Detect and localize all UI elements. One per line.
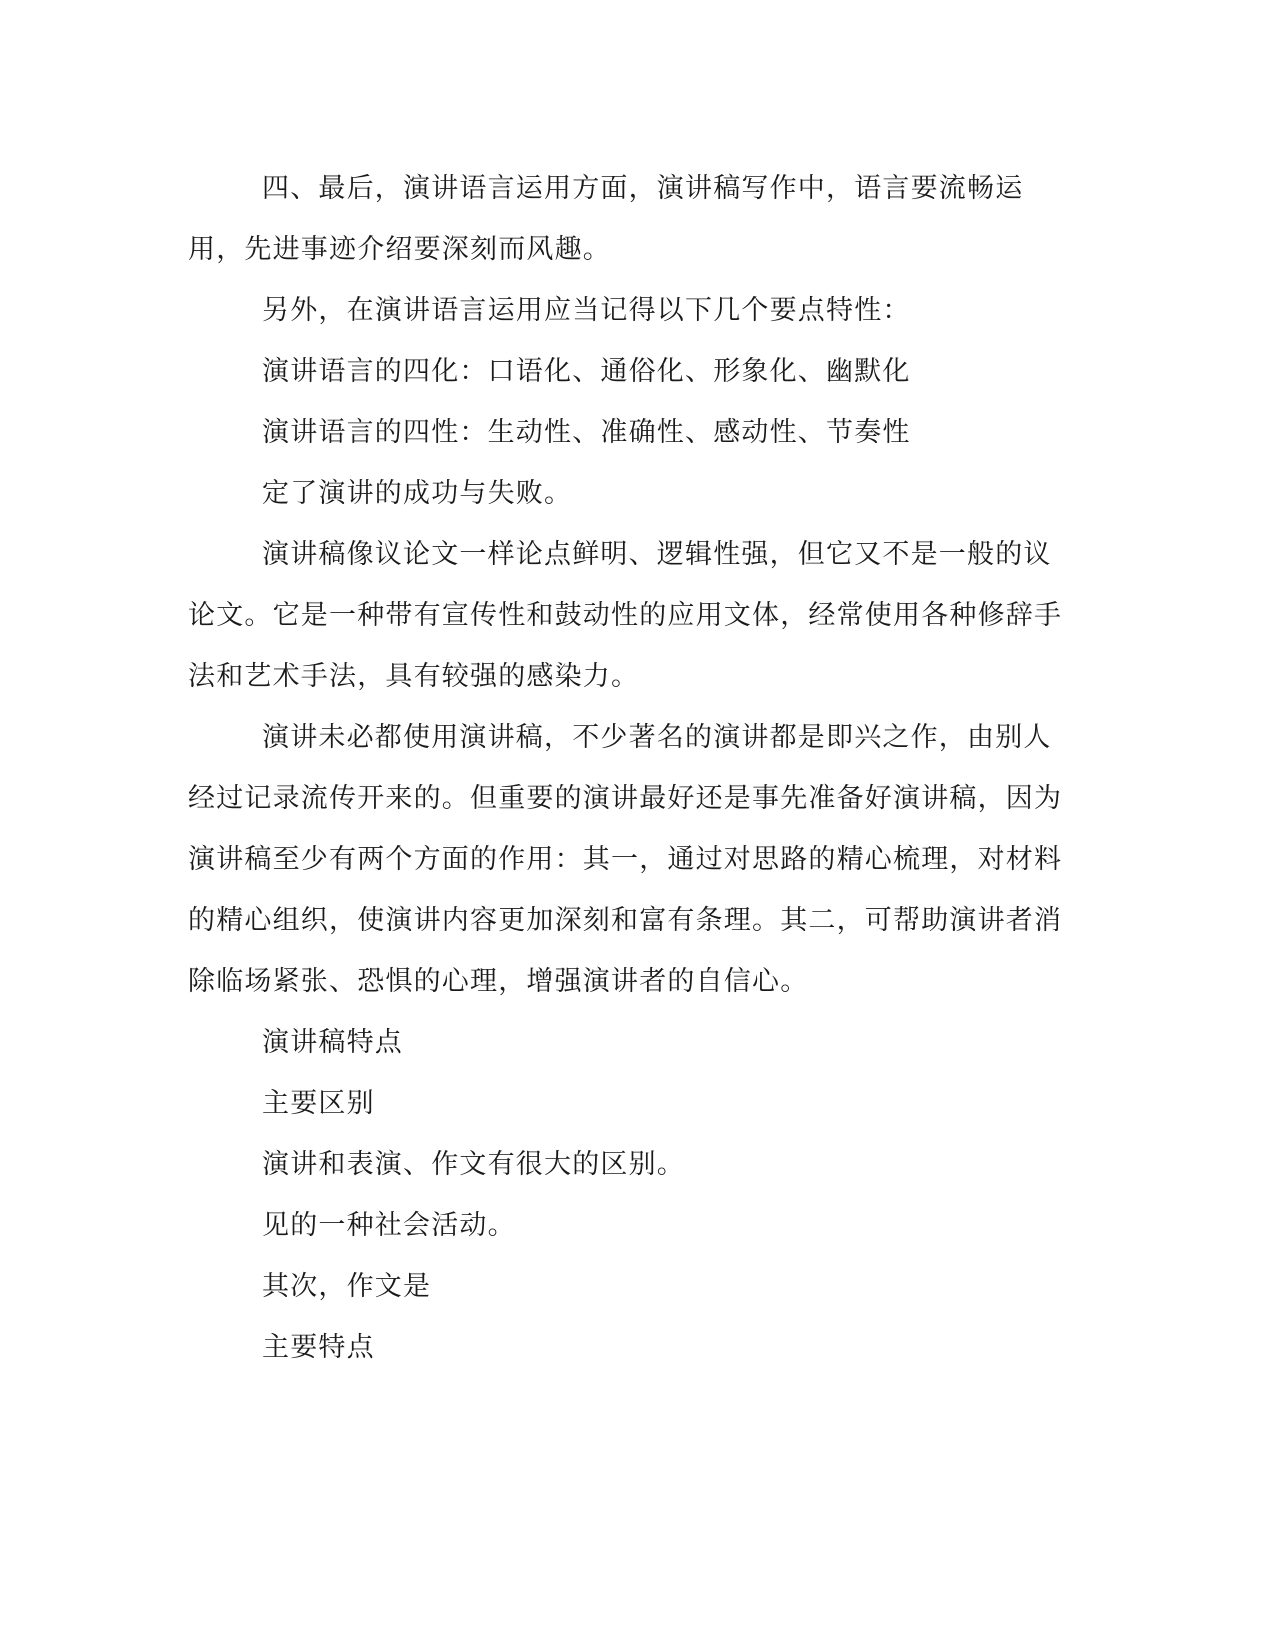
paragraph-language-usage: 四、最后，演讲语言运用方面，演讲稿写作中，语言要流畅运用，先进事迹介绍要深刻而风趣。 <box>188 173 1024 265</box>
paragraph-four-transformations: 演讲语言的四化：口语化、通俗化、形象化、幽默化 <box>262 356 911 387</box>
paragraph-key-points-intro: 另外，在演讲语言运用应当记得以下几个要点特性： <box>262 295 911 326</box>
paragraph-secondly: 其次，作文是 <box>262 1271 432 1302</box>
document-body <box>188 158 1068 1378</box>
paragraph-differences: 演讲和表演、作文有很大的区别。 <box>262 1149 685 1180</box>
heading-main-features: 主要特点 <box>262 1332 375 1363</box>
heading-speech-features: 演讲稿特点 <box>262 1027 403 1058</box>
paragraph-social-activity: 见的一种社会活动。 <box>262 1210 516 1241</box>
paragraph-four-properties: 演讲语言的四性：生动性、准确性、感动性、节奏性 <box>262 417 911 448</box>
paragraph-success-failure: 定了演讲的成功与失败。 <box>262 478 573 509</box>
heading-main-differences: 主要区别 <box>262 1088 375 1119</box>
paragraph-speech-draft-role: 演讲未必都使用演讲稿，不少著名的演讲都是即兴之作，由别人经过记录流传开来的。但重要的演讲最好还是事先准备好演讲稿，因为演讲稿至少有两个方面的作用：其一，通过对思路的精心梳理，对材料的精心组织，使演讲内容更加深刻和富有条理。其二，可帮助演讲者消除临场紧张、恐惧的心理，增强演讲者的自信心。 <box>188 722 1063 997</box>
paragraph-speech-vs-essay: 演讲稿像议论文一样论点鲜明、逻辑性强，但它又不是一般的议论文。它是一种带有宣传性和鼓动性的应用文体，经常使用各种修辞手法和艺术手法，具有较强的感染力。 <box>188 539 1063 692</box>
